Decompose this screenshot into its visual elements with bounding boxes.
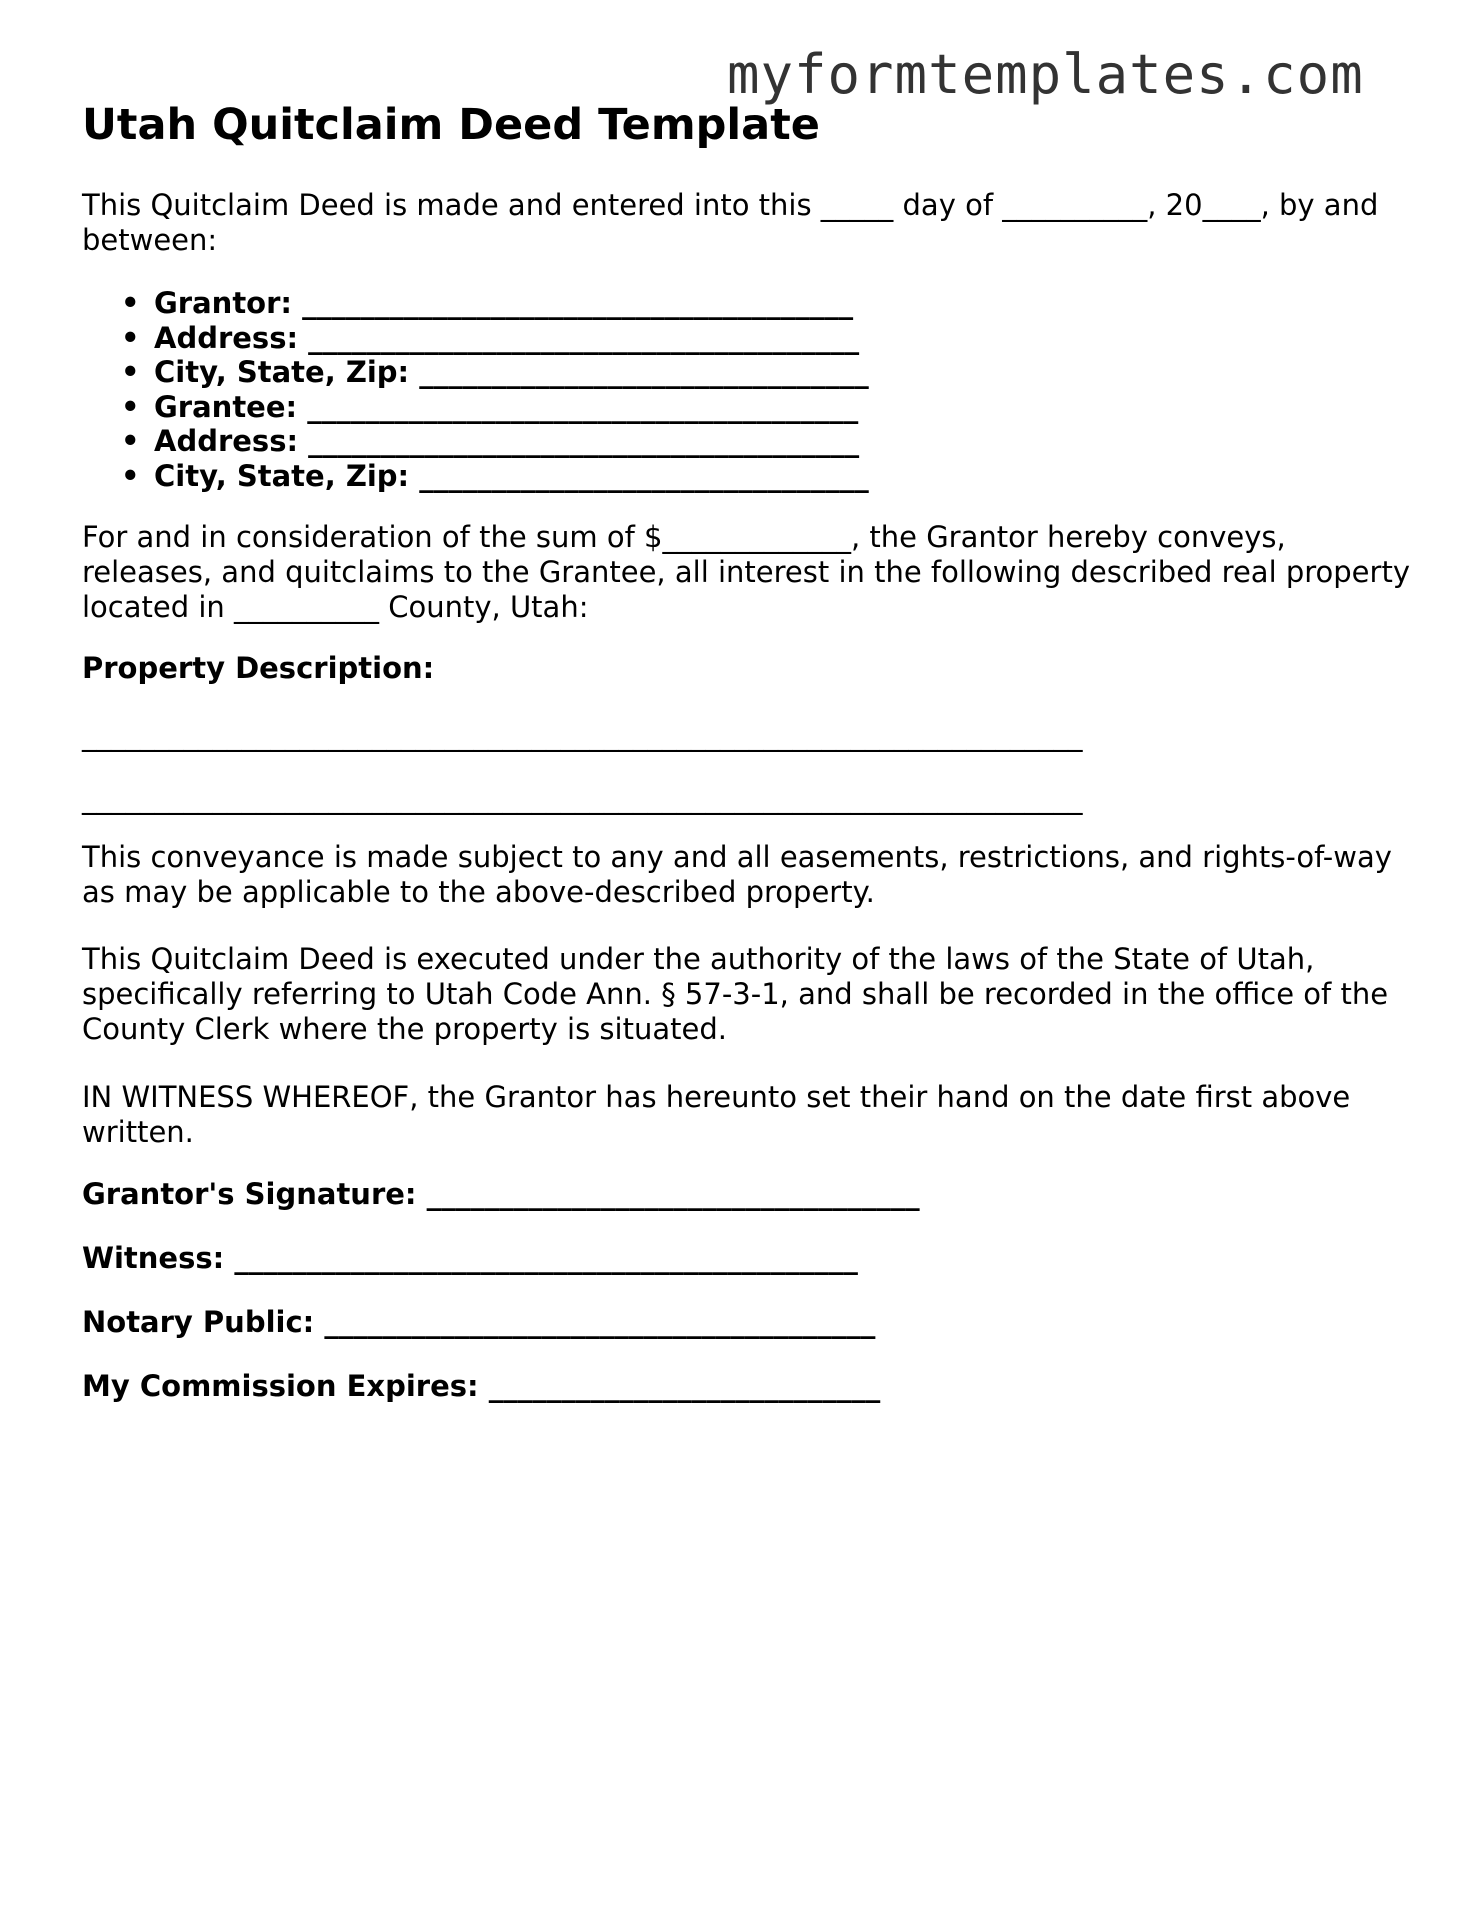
grantee-field[interactable]: Grantee: ______________________________________ — [154, 389, 859, 424]
bullet-icon: • — [121, 424, 140, 458]
grantee-address-field[interactable]: Address: ______________________________________ — [154, 424, 860, 458]
notary-public-field[interactable]: Notary Public: ______________________________________ — [82, 1305, 876, 1339]
grantor-field[interactable]: Grantor: ______________________________________ — [154, 286, 854, 320]
page-title: Utah Quitclaim Deed Template — [82, 100, 820, 150]
property-description-label: Property Description: — [82, 651, 435, 685]
bullet-icon: • — [121, 286, 140, 320]
list-item — [0, 321, 1100, 356]
bullet-icon: • — [121, 355, 140, 389]
property-description-line[interactable]: _____________________________________________________________________ — [82, 718, 1083, 752]
list-item — [0, 286, 1100, 321]
witness-field[interactable]: Witness: ___________________________________________ — [82, 1241, 858, 1275]
watermark: myformtemplates.com — [727, 43, 1364, 106]
grantor-address-field[interactable]: Address: ______________________________________ — [154, 320, 860, 355]
bullet-icon: • — [121, 320, 140, 355]
parties-list — [0, 286, 1100, 493]
grantor-city-field[interactable]: City, State, Zip: _______________________________ — [154, 355, 869, 389]
list-item — [0, 355, 1100, 390]
commission-expires-field[interactable]: My Commission Expires: ___________________________ — [82, 1369, 881, 1403]
bullet-icon: • — [121, 389, 140, 424]
grantor-signature-field[interactable]: Grantor's Signature: __________________________________ — [82, 1177, 920, 1211]
property-description-line[interactable]: _____________________________________________________________________ — [82, 781, 1083, 815]
list-item — [0, 390, 1100, 425]
conveyance-paragraph: This conveyance is made subject to any and all easements, restrictions, and rights-of-way as may be applicable to the above-described property. — [82, 840, 1392, 909]
list-item — [0, 424, 1100, 459]
grantee-city-field[interactable]: City, State, Zip: _______________________________ — [154, 458, 869, 493]
consideration-paragraph: For and in consideration of the sum of $_____________, the Grantor hereby conveys, releases, and quitclaims to the Grantee, all interest in the following described real property located in __________ County, Utah: — [82, 520, 1410, 624]
witness-clause-paragraph: IN WITNESS WHEREOF, the Grantor has hereunto set their hand on the date first above written. — [82, 1080, 1351, 1149]
bullet-icon: • — [121, 458, 140, 493]
list-item — [0, 459, 1100, 494]
intro-paragraph: This Quitclaim Deed is made and entered into this _____ day of __________, 20____, by and between: — [82, 188, 1379, 257]
authority-paragraph: This Quitclaim Deed is executed under the authority of the laws of the State of Utah, specifically referring to Utah Code Ann. § 57-3-1, and shall be recorded in the office of the County Clerk where the property is situated. — [82, 942, 1389, 1046]
